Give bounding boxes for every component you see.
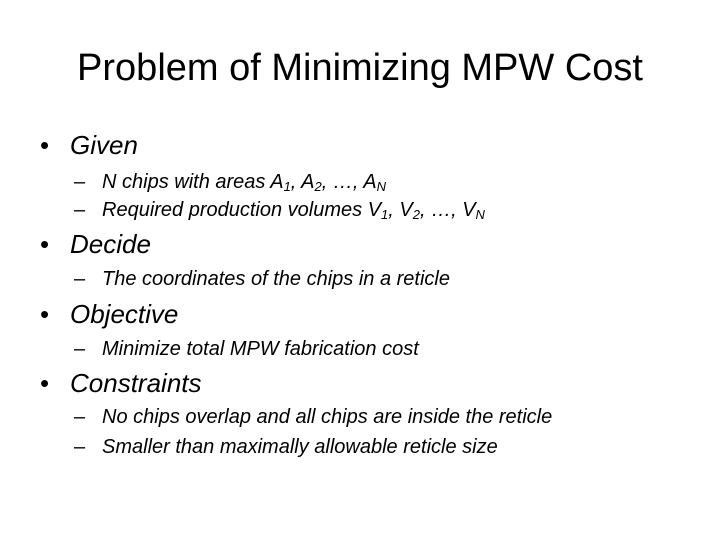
sub-item-chips-sep: , …, A (321, 171, 377, 193)
sub-item-size (74, 435, 498, 459)
bullet-icon: • (40, 299, 50, 329)
subscript: N (475, 207, 485, 222)
bullet-decide-label: Decide (70, 229, 151, 259)
sub-item-overlap (74, 405, 552, 429)
bullet-icon: • (40, 229, 50, 259)
subscript: 2 (314, 179, 322, 194)
sub-item-minimize (74, 337, 419, 361)
bullet-given-label: Given (70, 130, 138, 160)
subscript: 1 (283, 179, 291, 194)
sub-item-chips-text: N chips with areas A (102, 171, 284, 193)
bullet-icon: • (40, 368, 50, 398)
bullet-objective (40, 299, 178, 329)
sub-item-volumes-sep: , …, V (419, 199, 476, 221)
dash-icon: – (74, 268, 86, 290)
dash-icon: – (74, 199, 86, 221)
subscript: N (376, 179, 386, 194)
bullet-constraints-label: Constraints (70, 368, 202, 398)
bullet-decide (40, 229, 151, 259)
sub-item-coordinates-text: The coordinates of the chips in a reticle (102, 268, 450, 290)
bullet-given (40, 130, 138, 160)
sub-item-volumes (74, 198, 485, 222)
bullet-objective-label: Objective (70, 299, 179, 329)
sub-item-volumes-sep: , V (388, 199, 413, 221)
dash-icon: – (74, 338, 86, 360)
sub-item-overlap-text: No chips overlap and all chips are inside the reticle (102, 406, 553, 428)
subscript: 2 (412, 207, 420, 222)
subscript: 1 (381, 207, 389, 222)
dash-icon: – (74, 436, 86, 458)
dash-icon: – (74, 171, 86, 193)
bullet-icon: • (40, 130, 50, 160)
slide-title: Problem of Minimizing MPW Cost (77, 47, 643, 89)
dash-icon: – (74, 406, 86, 428)
sub-item-coordinates (74, 267, 450, 291)
bullet-constraints (40, 368, 202, 398)
sub-item-size-text: Smaller than maximally allowable reticle size (102, 436, 498, 458)
sub-item-minimize-text: Minimize total MPW fabrication cost (102, 338, 419, 360)
sub-item-chips (74, 170, 386, 194)
sub-item-chips-sep: , A (290, 171, 315, 193)
sub-item-volumes-text: Required production volumes V (102, 199, 382, 221)
